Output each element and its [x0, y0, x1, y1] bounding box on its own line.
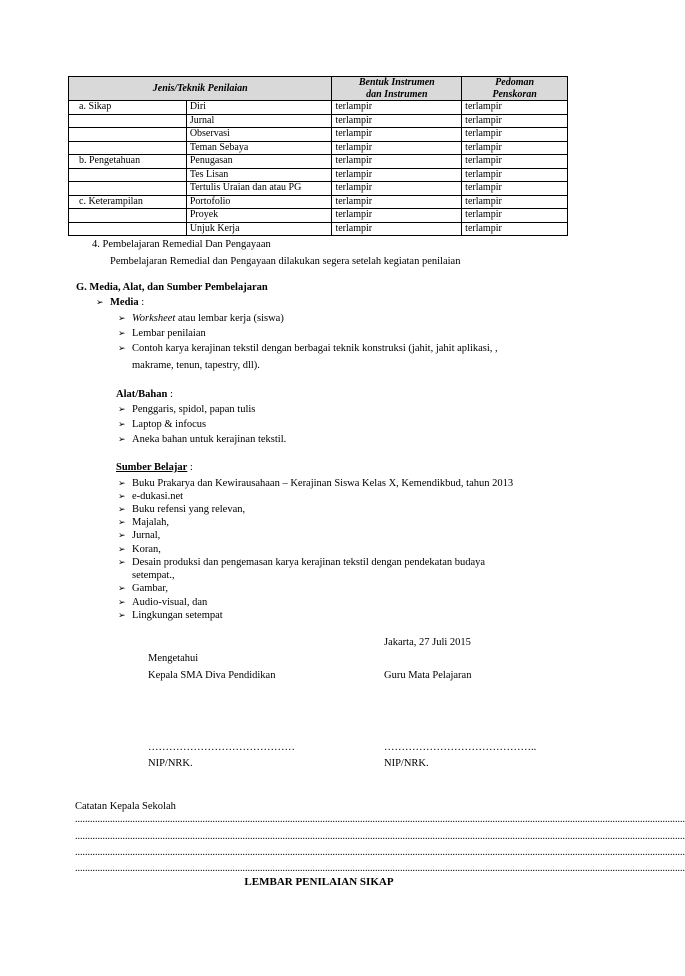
arrow-bullet-icon: ➢ — [118, 313, 126, 323]
header-bentuk: Bentuk Instrumen dan Instrumen — [332, 77, 462, 101]
arrow-bullet-icon: ➢ — [118, 504, 126, 515]
table-cell-pedoman: terlampir — [462, 182, 568, 196]
remedial-text: Pembelajaran Remedial dan Pengayaan dilakukan segera setelah kegiatan penilaian — [110, 256, 461, 267]
table-cell-bentuk: terlampir — [332, 182, 462, 196]
principal-signature-line: …………………………………… — [148, 742, 295, 753]
table-cell-pedoman: terlampir — [462, 141, 568, 155]
notes-label: Catatan Kepala Sekolah — [75, 801, 176, 812]
table-cell-cat — [69, 209, 187, 223]
assessment-table — [68, 76, 568, 236]
notes-line: .................................................................................................................................................................................................................................................... — [75, 814, 685, 825]
arrow-bullet-icon: ➢ — [118, 583, 126, 593]
table-cell-bentuk: terlampir — [332, 101, 462, 115]
arrow-bullet-icon: ➢ — [118, 491, 126, 502]
table-cell-item: Observasi — [186, 128, 332, 142]
list-item: ➢ Majalah, — [118, 517, 170, 529]
principal-label: Kepala SMA Diva Pendidikan — [148, 670, 276, 681]
table-row — [69, 155, 568, 169]
remedial-heading: 4. Pembelajaran Remedial Dan Pengayaan — [92, 239, 271, 250]
notes-line: .................................................................................................................................................................................................................................................... — [75, 831, 685, 842]
table-row — [69, 209, 568, 223]
list-item: ➢ Contoh karya kerajinan tekstil dengan berbagai teknik konstruksi (jahit, jahit aplikasi, , — [118, 343, 498, 354]
table-header-row — [69, 77, 568, 101]
list-item: ➢ Aneka bahan untuk kerajinan tekstil. — [118, 434, 287, 445]
table-cell-pedoman: terlampir — [462, 209, 568, 223]
arrow-bullet-icon: ➢ — [118, 404, 126, 414]
table-cell-pedoman: terlampir — [462, 195, 568, 209]
arrow-bullet-icon: ➢ — [118, 596, 126, 607]
table-cell-cat — [69, 141, 187, 155]
arrow-bullet-icon: ➢ — [118, 530, 126, 541]
table-cell-pedoman: terlampir — [462, 222, 568, 236]
list-item: ➢ Audio-visual, dan — [118, 596, 208, 608]
list-item: ➢ Desain produksi dan pengemasan karya kerajinan tekstil dengan pendekatan budaya — [118, 556, 486, 568]
header-pedoman: Pedoman Penskoran — [462, 77, 568, 101]
teacher-signature-line: …………………………………….. — [384, 742, 537, 753]
table-row — [69, 128, 568, 142]
table-cell-item: Penugasan — [186, 155, 332, 169]
table-cell-pedoman: terlampir — [462, 155, 568, 169]
arrow-bullet-icon: ➢ — [96, 297, 104, 307]
table-row — [69, 195, 568, 209]
table-cell-bentuk: terlampir — [332, 195, 462, 209]
list-item: ➢ Jurnal, — [118, 530, 161, 542]
list-item: ➢ Penggaris, spidol, papan tulis — [118, 404, 256, 415]
header-jenis: Jenis/Teknik Penilaian — [69, 77, 332, 101]
table-row — [69, 182, 568, 196]
teacher-label: Guru Mata Pelajaran — [384, 670, 472, 681]
arrow-bullet-icon: ➢ — [118, 343, 126, 353]
table-cell-cat — [69, 168, 187, 182]
arrow-bullet-icon: ➢ — [118, 610, 126, 620]
arrow-bullet-icon: ➢ — [118, 434, 126, 444]
list-item: ➢ Lembar penilaian — [118, 328, 206, 339]
table-cell-bentuk: terlampir — [332, 209, 462, 223]
table-row — [69, 114, 568, 128]
sumber-heading: Sumber Belajar : — [116, 462, 193, 473]
table-cell-cat: c. Keterampilan — [69, 195, 187, 209]
table-cell-cat — [69, 114, 187, 128]
table-cell-pedoman: terlampir — [462, 101, 568, 115]
list-item-continuation: setempat., — [132, 570, 175, 581]
list-item: ➢ Gambar, — [118, 583, 169, 594]
table-cell-item: Diri — [186, 101, 332, 115]
footer-title: LEMBAR PENILAIAN SIKAP — [244, 876, 394, 888]
list-item: ➢ Worksheet atau lembar kerja (siswa) — [118, 313, 284, 324]
arrow-bullet-icon: ➢ — [118, 328, 126, 338]
alat-heading: Alat/Bahan : — [116, 389, 173, 400]
table-cell-bentuk: terlampir — [332, 114, 462, 128]
principal-nip: NIP/NRK. — [148, 758, 193, 769]
section-g-title: G. Media, Alat, dan Sumber Pembelajaran — [76, 282, 268, 293]
table-cell-cat — [69, 128, 187, 142]
table-cell-cat: a. Sikap — [69, 101, 187, 115]
table-row — [69, 101, 568, 115]
arrow-bullet-icon: ➢ — [118, 478, 126, 488]
table-cell-item: Tertulis Uraian dan atau PG — [186, 182, 332, 196]
table-cell-bentuk: terlampir — [332, 128, 462, 142]
table-cell-item: Portofolio — [186, 195, 332, 209]
table-cell-pedoman: terlampir — [462, 128, 568, 142]
mengetahui-label: Mengetahui — [148, 653, 199, 664]
arrow-bullet-icon: ➢ — [118, 517, 126, 528]
table-cell-bentuk: terlampir — [332, 168, 462, 182]
table-cell-cat — [69, 222, 187, 236]
teacher-nip: NIP/NRK. — [384, 758, 429, 769]
list-item: ➢ Lingkungan setempat — [118, 610, 223, 621]
list-item: ➢ e-dukasi.net — [118, 491, 184, 503]
notes-line: .................................................................................................................................................................................................................................................... — [75, 847, 685, 858]
table-row — [69, 222, 568, 236]
table-cell-cat: b. Pengetahuan — [69, 155, 187, 169]
notes-line: .................................................................................................................................................................................................................................................... — [75, 863, 685, 874]
table-cell-cat — [69, 182, 187, 196]
table-cell-pedoman: terlampir — [462, 114, 568, 128]
list-item: ➢ Koran, — [118, 543, 161, 555]
table-row — [69, 168, 568, 182]
place-date: Jakarta, 27 Juli 2015 — [384, 637, 471, 648]
table-cell-bentuk: terlampir — [332, 155, 462, 169]
list-item: ➢ Buku refensi yang relevan, — [118, 504, 246, 516]
media-heading: ➢ Media : — [96, 297, 145, 308]
table-cell-item: Proyek — [186, 209, 332, 223]
arrow-bullet-icon: ➢ — [118, 543, 126, 554]
table-cell-item: Tes Lisan — [186, 168, 332, 182]
table-cell-pedoman: terlampir — [462, 168, 568, 182]
table-cell-item: Unjuk Kerja — [186, 222, 332, 236]
table-cell-bentuk: terlampir — [332, 222, 462, 236]
list-item: ➢ Buku Prakarya dan Kewirausahaan – Kerajinan Siswa Kelas X, Kemendikbud, tahun 2013 — [118, 478, 514, 489]
arrow-bullet-icon: ➢ — [118, 419, 126, 429]
table-row — [69, 141, 568, 155]
table-cell-item: Jurnal — [186, 114, 332, 128]
table-cell-bentuk: terlampir — [332, 141, 462, 155]
list-item: ➢ Laptop & infocus — [118, 419, 207, 430]
table-cell-item: Teman Sebaya — [186, 141, 332, 155]
list-item-continuation: makrame, tenun, tapestry, dll). — [132, 360, 260, 371]
arrow-bullet-icon: ➢ — [118, 556, 126, 567]
